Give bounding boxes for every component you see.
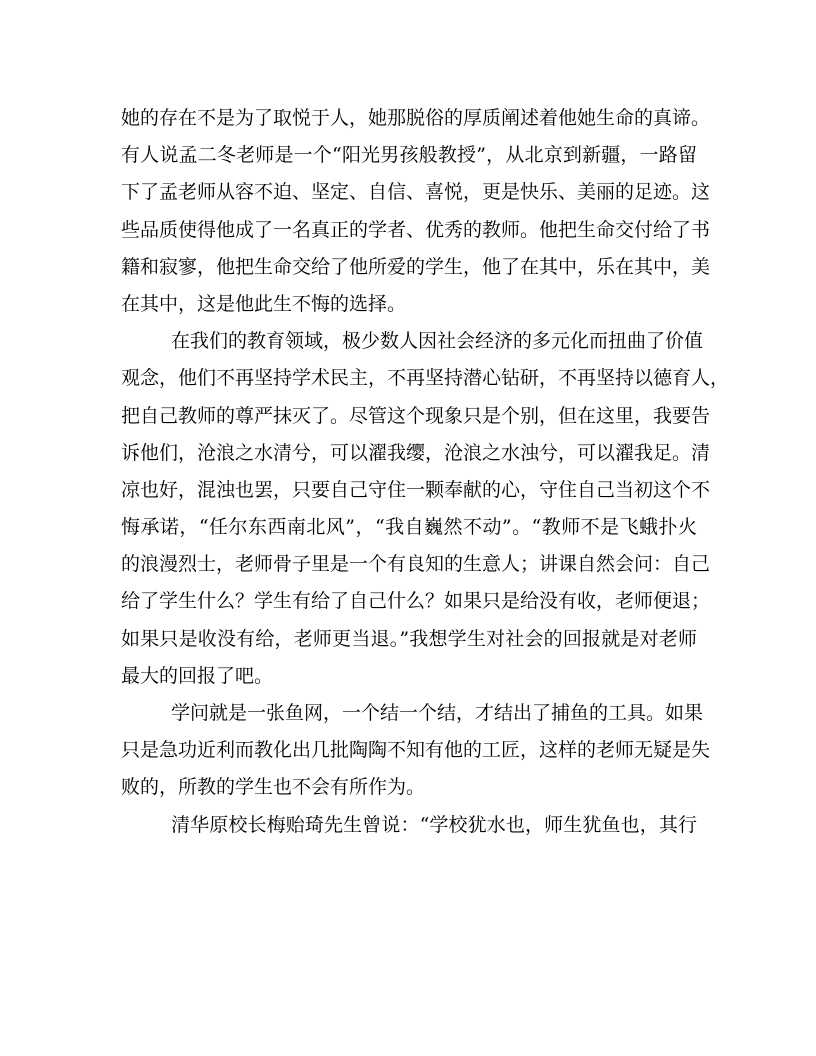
text-line: 下了孟老师从容不迫、坚定、自信、喜悦，更是快乐、美丽的足迹。这 [121, 181, 711, 204]
text-line: 的浪漫烈士，老师骨子里是一个有良知的生意人；讲课自然会问：自己 [121, 553, 711, 576]
text-line: 诉他们，沧浪之水清兮，可以濯我缨，沧浪之水浊兮，可以濯我足。清 [121, 441, 711, 464]
text-line: 把自己教师的尊严抹灭了。尽管这个现象只是个别，但在这里，我要告 [121, 404, 711, 427]
body-text [121, 100, 730, 844]
text-line: 有人说孟二冬老师是一个“阳光男孩般教授”，从北京到新疆，一路留 [121, 144, 697, 167]
text-line: 只是急功近利而教化出几批陶陶不知有他的工匠，这样的老师无疑是失 [121, 739, 711, 762]
paragraph-first-line: 清华原校长梅贻琦先生曾说：“学校犹水也，师生犹鱼也，其行 [171, 813, 697, 836]
text-line: 凉也好，混浊也罢，只要自己守住一颗奉献的心，守住自己当初这个不 [121, 478, 711, 501]
text-line: 悔承诺，“任尔东西南北风”，“我自巍然不动”。“教师不是飞蛾扑火 [121, 516, 697, 539]
text-line: 籍和寂寥，他把生命交给了他所爱的学生，他了在其中，乐在其中，美 [121, 255, 711, 278]
text-line: 如果只是收没有给，老师更当退。”我想学生对社会的回报就是对老师 [121, 627, 697, 650]
text-line: 败的，所教的学生也不会有所作为。 [121, 776, 426, 799]
text-line: 在其中，这是他此生不悔的选择。 [121, 292, 407, 315]
text-line: 最大的回报了吧。 [121, 664, 274, 687]
text-line: 她的存在不是为了取悦于人，她那脱俗的厚质阐述着他她生命的真谛。 [121, 107, 711, 129]
text-line: 观念，他们不再坚持学术民主，不再坚持潜心钻研，不再坚持以德育人， [121, 367, 730, 390]
text-line: 给了学生什么？学生有给了自己什么？如果只是给没有收，老师便退； [121, 590, 711, 613]
paragraph-first-line: 在我们的教育领域，极少数人因社会经济的多元化而扭曲了价值 [171, 330, 704, 353]
paragraph-first-line: 学问就是一张鱼网，一个结一个结，才结出了捕鱼的工具。如果 [171, 702, 704, 724]
text-line: 些品质使得他成了一名真正的学者、优秀的教师。他把生命交付给了书 [121, 218, 711, 241]
